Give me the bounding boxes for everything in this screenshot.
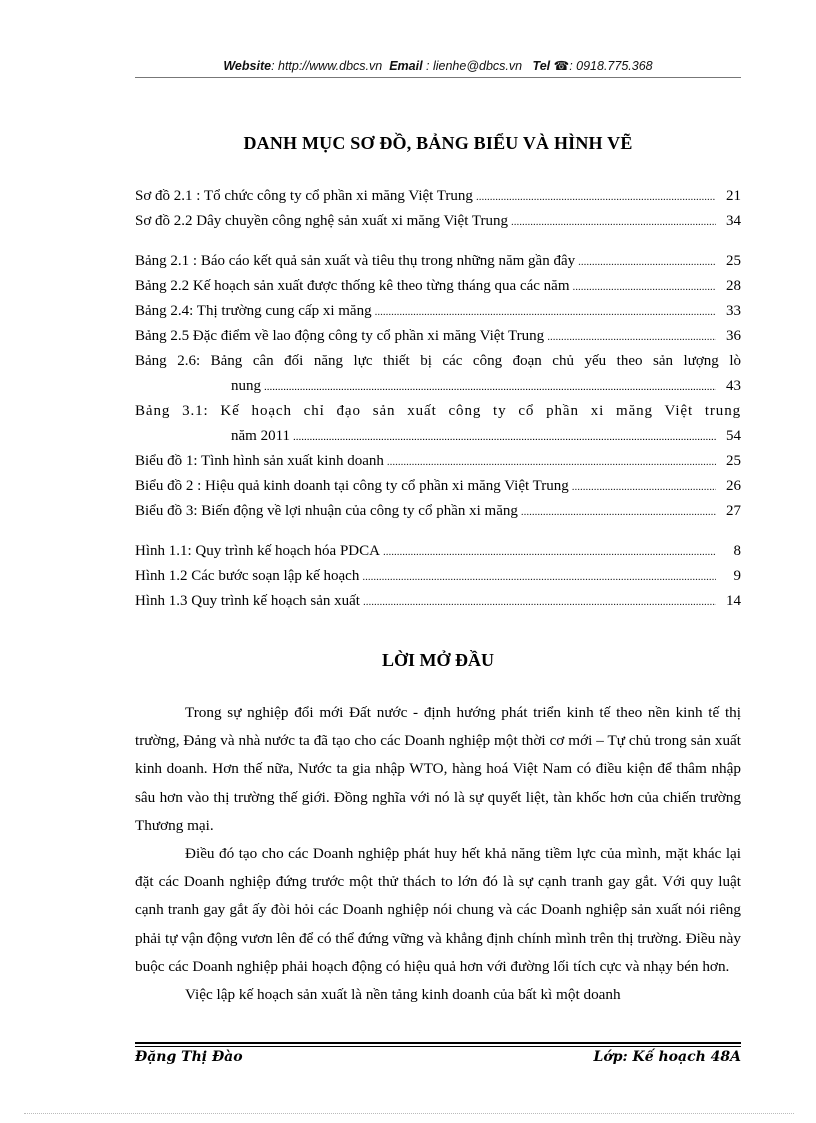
toc-entry-label: Bảng 2.5 Đặc điểm về lao động công ty cổ phần xi măng Việt Trung	[135, 328, 545, 344]
tel-value: : 0918.775.368	[569, 59, 653, 73]
toc-entry-label: Bảng 2.6: Bảng cân đối năng lực thiết bị các công đoạn chủ yếu theo sản lượng lò	[135, 353, 741, 369]
dot-leader	[578, 249, 716, 275]
dot-leader	[521, 499, 716, 525]
toc-entry-label: Hình 1.1: Quy trình kế hoạch hóa PDCA	[135, 543, 380, 559]
toc-entry-page: 25	[726, 253, 741, 269]
email-label: Email	[389, 59, 423, 73]
dot-leader	[511, 209, 716, 235]
table-of-figures	[135, 184, 741, 614]
toc-entry[interactable]	[135, 539, 741, 564]
toc-entry-page: 34	[726, 213, 741, 229]
toc-entry-page: 43	[726, 378, 741, 394]
dot-leader	[293, 423, 716, 450]
toc-entry[interactable]	[135, 324, 741, 349]
toc-entry-page: 21	[726, 188, 741, 204]
toc-entry-page: 26	[726, 478, 741, 494]
toc-entry-label-continued: nung	[231, 378, 261, 394]
toc-entry[interactable]	[135, 449, 741, 474]
phone-icon: ☎	[553, 59, 570, 73]
toc-entry-page: 14	[726, 593, 741, 609]
intro-paragraph: Trong sự nghiệp đổi mới Đất nước - định hướng phát triển kinh tế theo nền kinh tế thị trường, Đảng và nhà nước ta đã tạo cho các Doanh nghiệp một thời cơ mới – Tự chủ trong sản xuất kinh doanh. Hơn thế nữa, Nước ta gia nhập WTO, hàng hoá Việt Nam có điều kiện để thâm nhập sâu hơn vào thị trường thế giới. Đồng nghĩa với nó là sự quyết liệt, tàn khốc hơn của chiến trường Thương mại.	[135, 704, 741, 834]
intro-paragraph: Việc lập kế hoạch sản xuất là nền tảng kinh doanh của bất kì một doanh	[185, 986, 621, 1004]
footer-class: Lớp: Kế hoạch 48A	[593, 1049, 741, 1065]
footer-author: Đặng Thị Đào	[135, 1049, 243, 1065]
toc-entry-label: Bảng 2.2 Kế hoạch sản xuất được thống kê theo từng tháng qua các năm	[135, 278, 570, 294]
toc-entry-label: Sơ đồ 2.1 : Tổ chức công ty cổ phần xi măng Việt Trung	[135, 188, 473, 204]
dot-leader	[362, 564, 716, 590]
toc-entry-page: 8	[733, 543, 741, 559]
dot-leader	[387, 449, 716, 475]
intro-paragraph: Điều đó tạo cho các Doanh nghiệp phát huy hết khả năng tiềm lực của mình, mặt khác lại đặt các Doanh nghiệp đứng trước một thử thách to lớn đó là sự cạnh tranh gay gắt. Với quy luật cạnh tranh gay gắt ấy đòi hỏi các Doanh nghiệp nói chung và các Doanh nghiệp sản xuất nói riêng phải tự vận động vươn lên để có thể đứng vững và khẳng định chính mình trên thị trường. Điều này buộc các Doanh nghiệp phải hoạch động có hiệu quả hơn với đường lối tích cực và nhạy bén hơn.	[135, 845, 741, 975]
toc-entry[interactable]	[135, 249, 741, 274]
toc-entry[interactable]	[135, 274, 741, 299]
toc-entry-label: Hình 1.2 Các bước soạn lập kế hoạch	[135, 568, 360, 584]
page-header	[135, 58, 741, 73]
dot-leader	[573, 274, 717, 300]
toc-entry[interactable]	[135, 564, 741, 589]
dot-leader	[572, 474, 716, 500]
toc-title: DANH MỤC SƠ ĐỒ, BẢNG BIỂU VÀ HÌNH VẼ	[243, 133, 633, 153]
toc-entry[interactable]	[135, 209, 741, 234]
toc-entry-wrapped[interactable]	[135, 349, 741, 399]
toc-entry-label-continued: năm 2011	[231, 428, 291, 444]
dot-leader	[547, 324, 716, 350]
toc-entry-page: 54	[726, 428, 741, 444]
toc-entry-label: Bảng 2.4: Thị trường cung cấp xi măng	[135, 303, 372, 319]
toc-entry-label: Hình 1.3 Quy trình kế hoạch sản xuất	[135, 593, 360, 609]
toc-entry-label: Sơ đồ 2.2 Dây chuyền công nghệ sản xuất xi măng Việt Trung	[135, 213, 508, 229]
dot-leader	[363, 589, 716, 615]
toc-entry[interactable]	[135, 589, 741, 614]
dot-leader	[476, 184, 716, 210]
page-footer	[135, 1049, 741, 1065]
website-label: Website	[223, 59, 272, 73]
dot-leader	[375, 299, 716, 325]
email-value: : lienhe@dbcs.vn	[422, 59, 523, 73]
toc-entry-page: 27	[726, 503, 741, 519]
header-divider	[135, 77, 741, 78]
toc-entry-page: 9	[733, 568, 741, 584]
toc-entry-label: Bảng 3.1: Kế hoạch chỉ đạo sản xuất công ty cổ phần xi măng Việt trung	[135, 403, 741, 419]
dot-leader	[264, 373, 716, 400]
footer-divider-thin	[135, 1046, 741, 1047]
toc-entry-wrapped[interactable]	[135, 399, 741, 449]
toc-entry-label: Biểu đồ 2 : Hiệu quả kinh doanh tại công ty cổ phần xi măng Việt Trung	[135, 478, 569, 494]
toc-entry[interactable]	[135, 299, 741, 324]
toc-entry-page: 25	[726, 453, 741, 469]
page-edge	[24, 1113, 794, 1114]
toc-entry-label: Biểu đồ 1: Tình hình sản xuất kinh doanh	[135, 453, 384, 469]
toc-entry-label: Bảng 2.1 : Báo cáo kết quả sản xuất và tiêu thụ trong những năm gần đây	[135, 253, 576, 269]
footer-divider	[135, 1042, 741, 1044]
dot-leader	[383, 539, 716, 565]
intro-body	[135, 699, 741, 1009]
toc-entry[interactable]	[135, 474, 741, 499]
toc-entry-page: 36	[726, 328, 741, 344]
tel-label: Tel	[532, 59, 551, 73]
toc-entry[interactable]	[135, 499, 741, 524]
intro-title: LỜI MỞ ĐẦU	[382, 650, 494, 670]
toc-entry[interactable]	[135, 184, 741, 209]
toc-entry-page: 33	[726, 303, 741, 319]
website-value: : http://www.dbcs.vn	[271, 59, 383, 73]
toc-entry-label: Biểu đồ 3: Biến động về lợi nhuận của công ty cổ phần xi măng	[135, 503, 518, 519]
toc-entry-page: 28	[726, 278, 741, 294]
